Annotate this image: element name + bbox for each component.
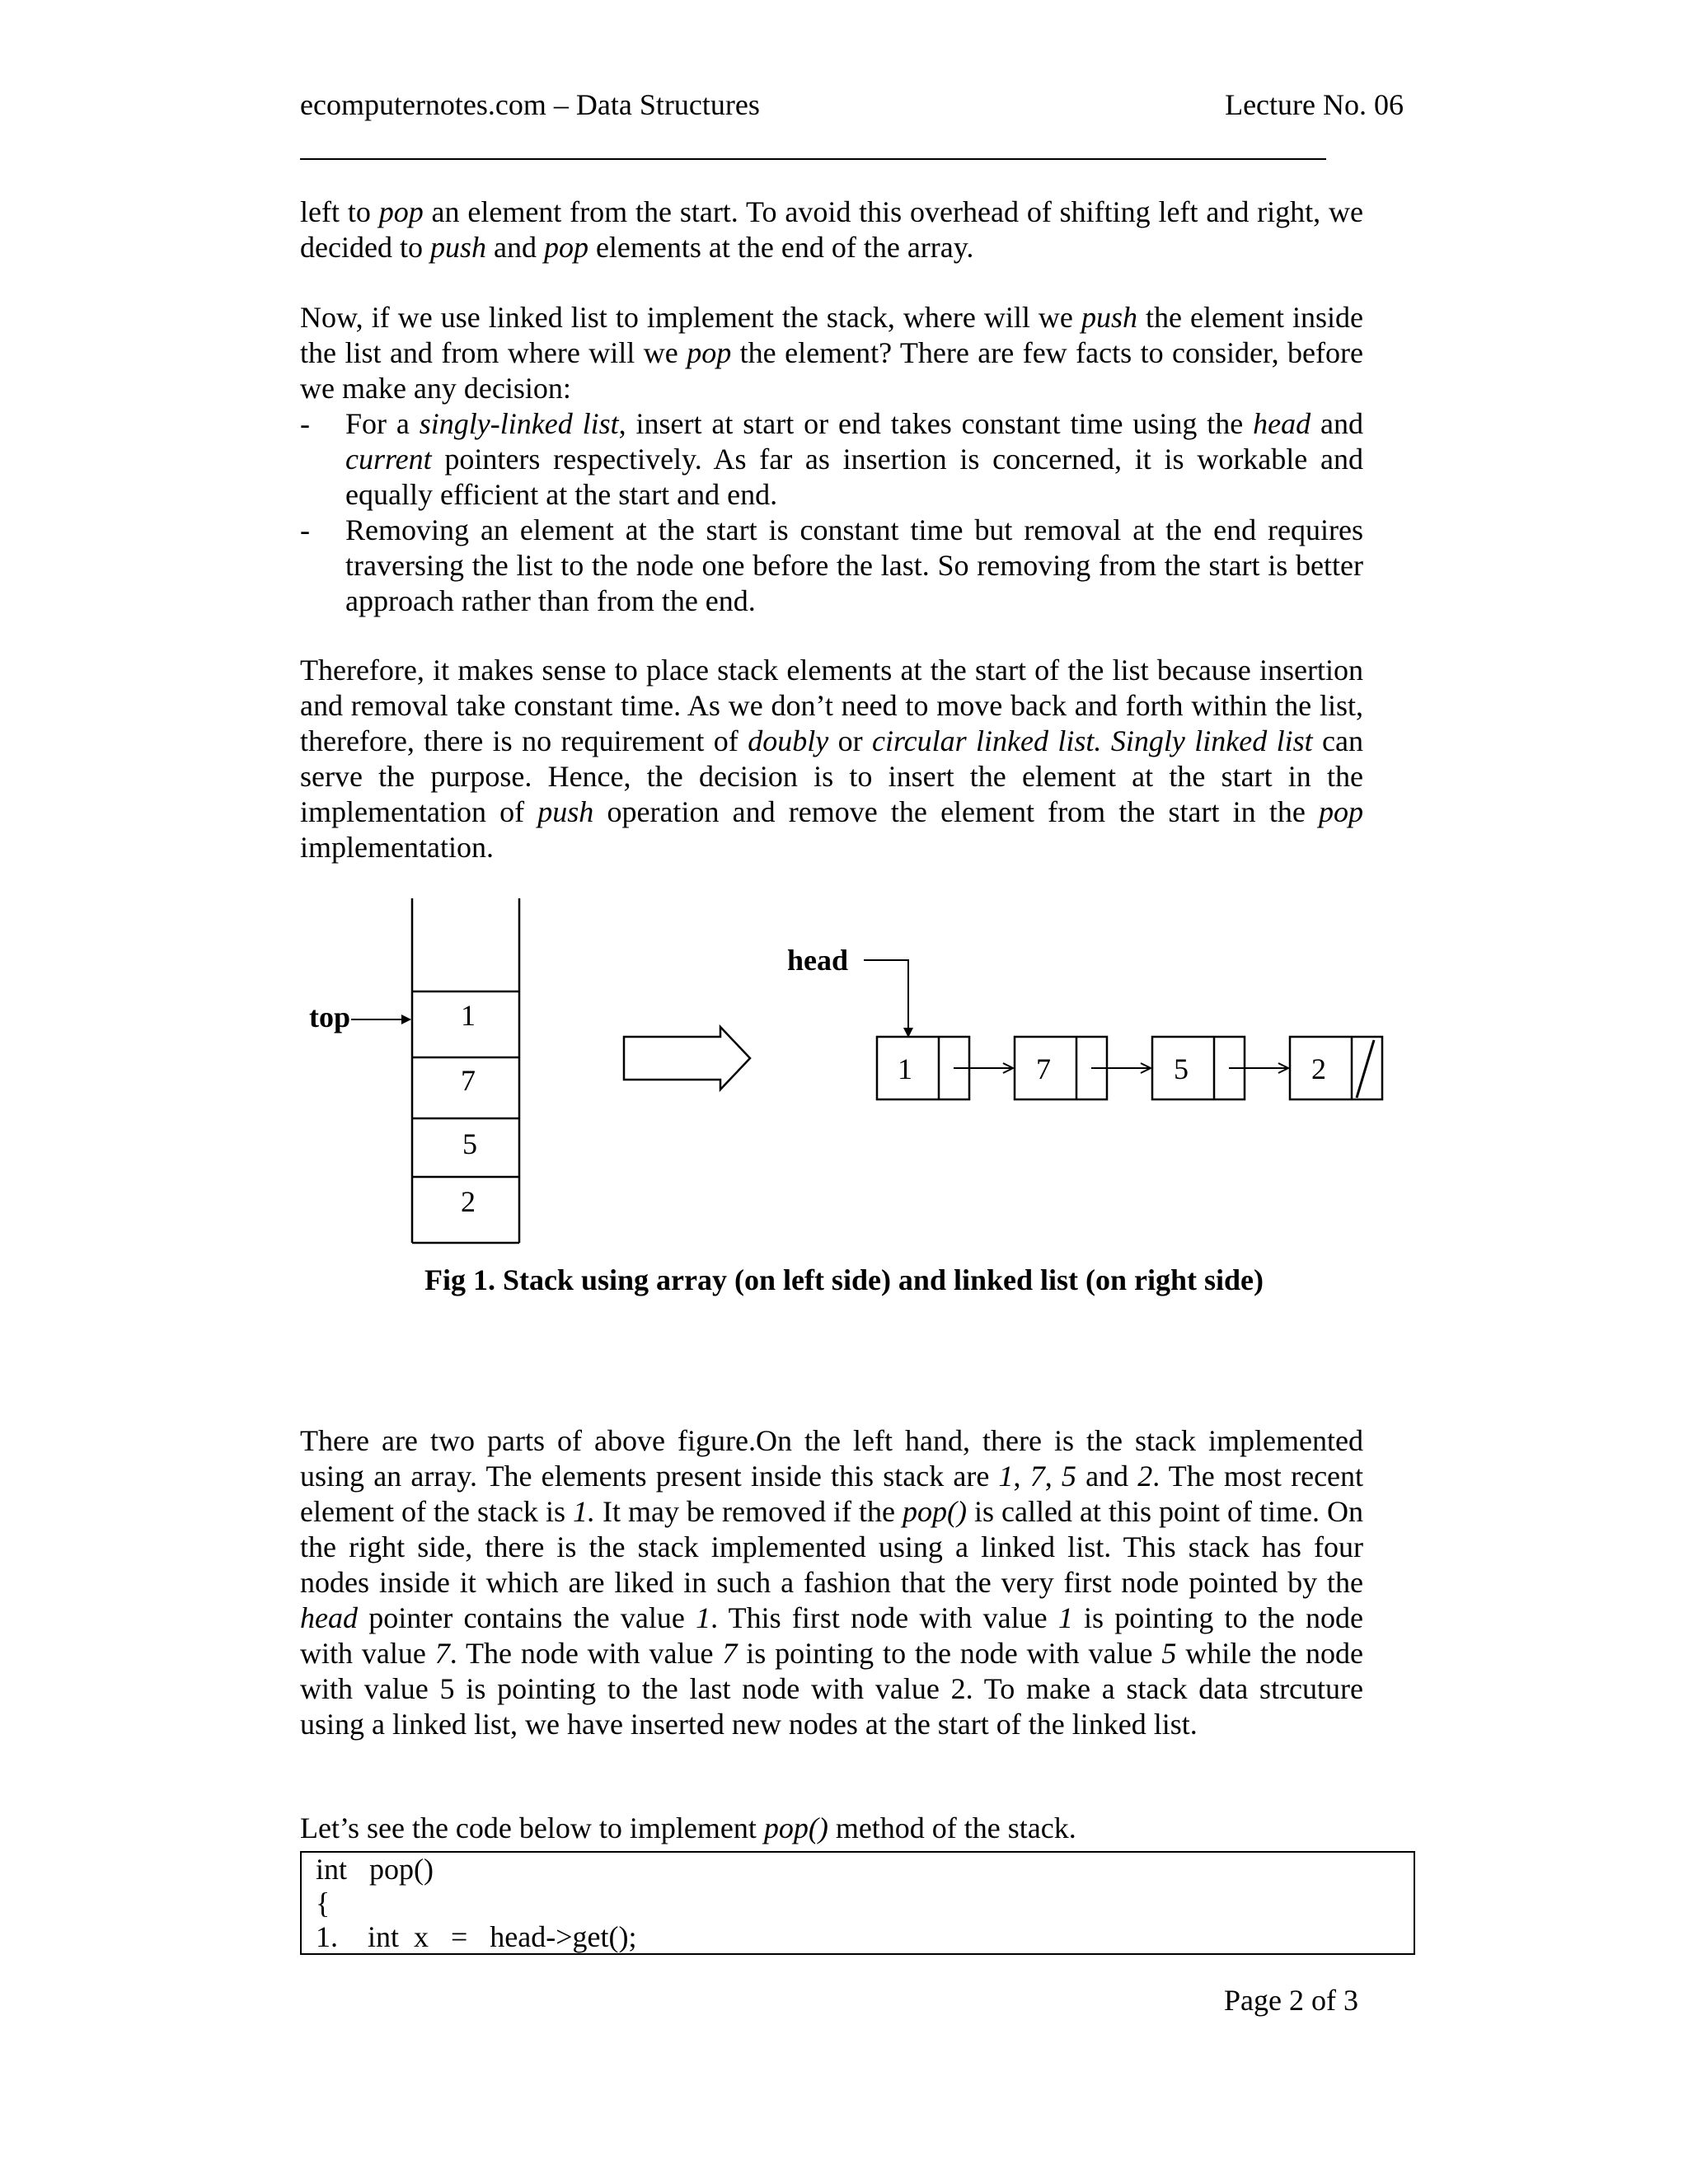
header-title: ecomputernotes.com – Data Structures (300, 88, 760, 121)
code-block (300, 1851, 1415, 1955)
array-cell-value: 2 (461, 1185, 476, 1218)
array-cell-value: 1 (461, 999, 476, 1032)
transform-arrow-icon (624, 1027, 750, 1090)
null-pointer-icon (1357, 1040, 1374, 1098)
node-value: 7 (1036, 1052, 1051, 1085)
code-line: 1. int x = head->get(); (316, 1920, 637, 1953)
list-item: - For a singly-linked list, insert at start or end takes constant time using the head and current pointers respectively. As far as insertion is concerned, it is workable and equally efficient at the start and end. (300, 407, 1363, 511)
header-rule (300, 158, 1326, 160)
code-line: int pop() (316, 1853, 434, 1886)
node-value: 2 (1311, 1052, 1326, 1085)
head-label: head (787, 944, 849, 977)
paragraph-3: Therefore, it makes sense to place stack elements at the start of the list because insertion and removal take constant time. As we don’t need to move back and forth within the list, therefore, there is no requirement of doubly or circular linked list. Singly linked list can serve the purpose. Hence, the decision is to insert the element at the start in the implementation of push operation and remove the element from the start in the pop implementation. (300, 654, 1364, 864)
paragraph-4: There are two parts of above figure.On the left hand, there is the stack implemented using an array. The elements present inside this stack are 1, 7, 5 and 2. The most recent element of the stack is 1. It may be removed if the pop() is called at this point of time. On the right side, there is the stack implemented using a linked list. This stack has four nodes inside it which are liked in such a fashion that the very first node pointed by the head pointer contains the value 1. This first node with value 1 is pointing to the node with value 7. The node with value 7 is pointing to the node with value 5 while the node with value 5 is pointing to the last node with value 2. To make a stack data strcuture using a linked list, we have inserted new nodes at the start of the linked list. (300, 1424, 1364, 1741)
code-line: { (316, 1886, 331, 1919)
array-cell-value: 5 (462, 1127, 477, 1160)
node-value: 5 (1174, 1052, 1189, 1085)
array-cell-value: 7 (461, 1064, 476, 1097)
page-number: Page 2 of 3 (1224, 1984, 1358, 2017)
figure-caption: Fig 1. Stack using array (on left side) and linked list (on right side) (424, 1263, 1264, 1296)
top-label: top (309, 1001, 351, 1033)
node-value: 1 (898, 1052, 912, 1085)
header-lecture-number: Lecture No. 06 (1225, 88, 1404, 121)
array-stack (412, 898, 519, 1243)
linked-list (877, 1037, 1382, 1099)
paragraph-5: Let’s see the code below to implement pop() method of the stack. (300, 1811, 1076, 1844)
head-arrow (864, 960, 908, 1037)
list-item: - Removing an element at the start is constant time but removal at the end requires traversing the list to the node one before the last. So removing from the start is better approach rather than from the end. (300, 513, 1363, 617)
facts-list (300, 406, 1363, 619)
paragraph-2: Now, if we use linked list to implement the stack, where will we push the element inside the list and from where will we pop the element? There are few facts to consider, before we make any decision: - For a singly-linked list, insert at start or end takes constant time using the head and current pointers respectively. As far as insertion is concerned, it is workable and equally efficient at the start and end. - Removing an element at the start is constant time but removal at the end requires traversing the list to the node one before the last. So removing from the start is better approach rather than from the end. (300, 301, 1363, 617)
paragraph-1: left to pop an element from the start. To avoid this overhead of shifting left and right, we decided to push and pop elements at the end of the array. (300, 195, 1363, 264)
